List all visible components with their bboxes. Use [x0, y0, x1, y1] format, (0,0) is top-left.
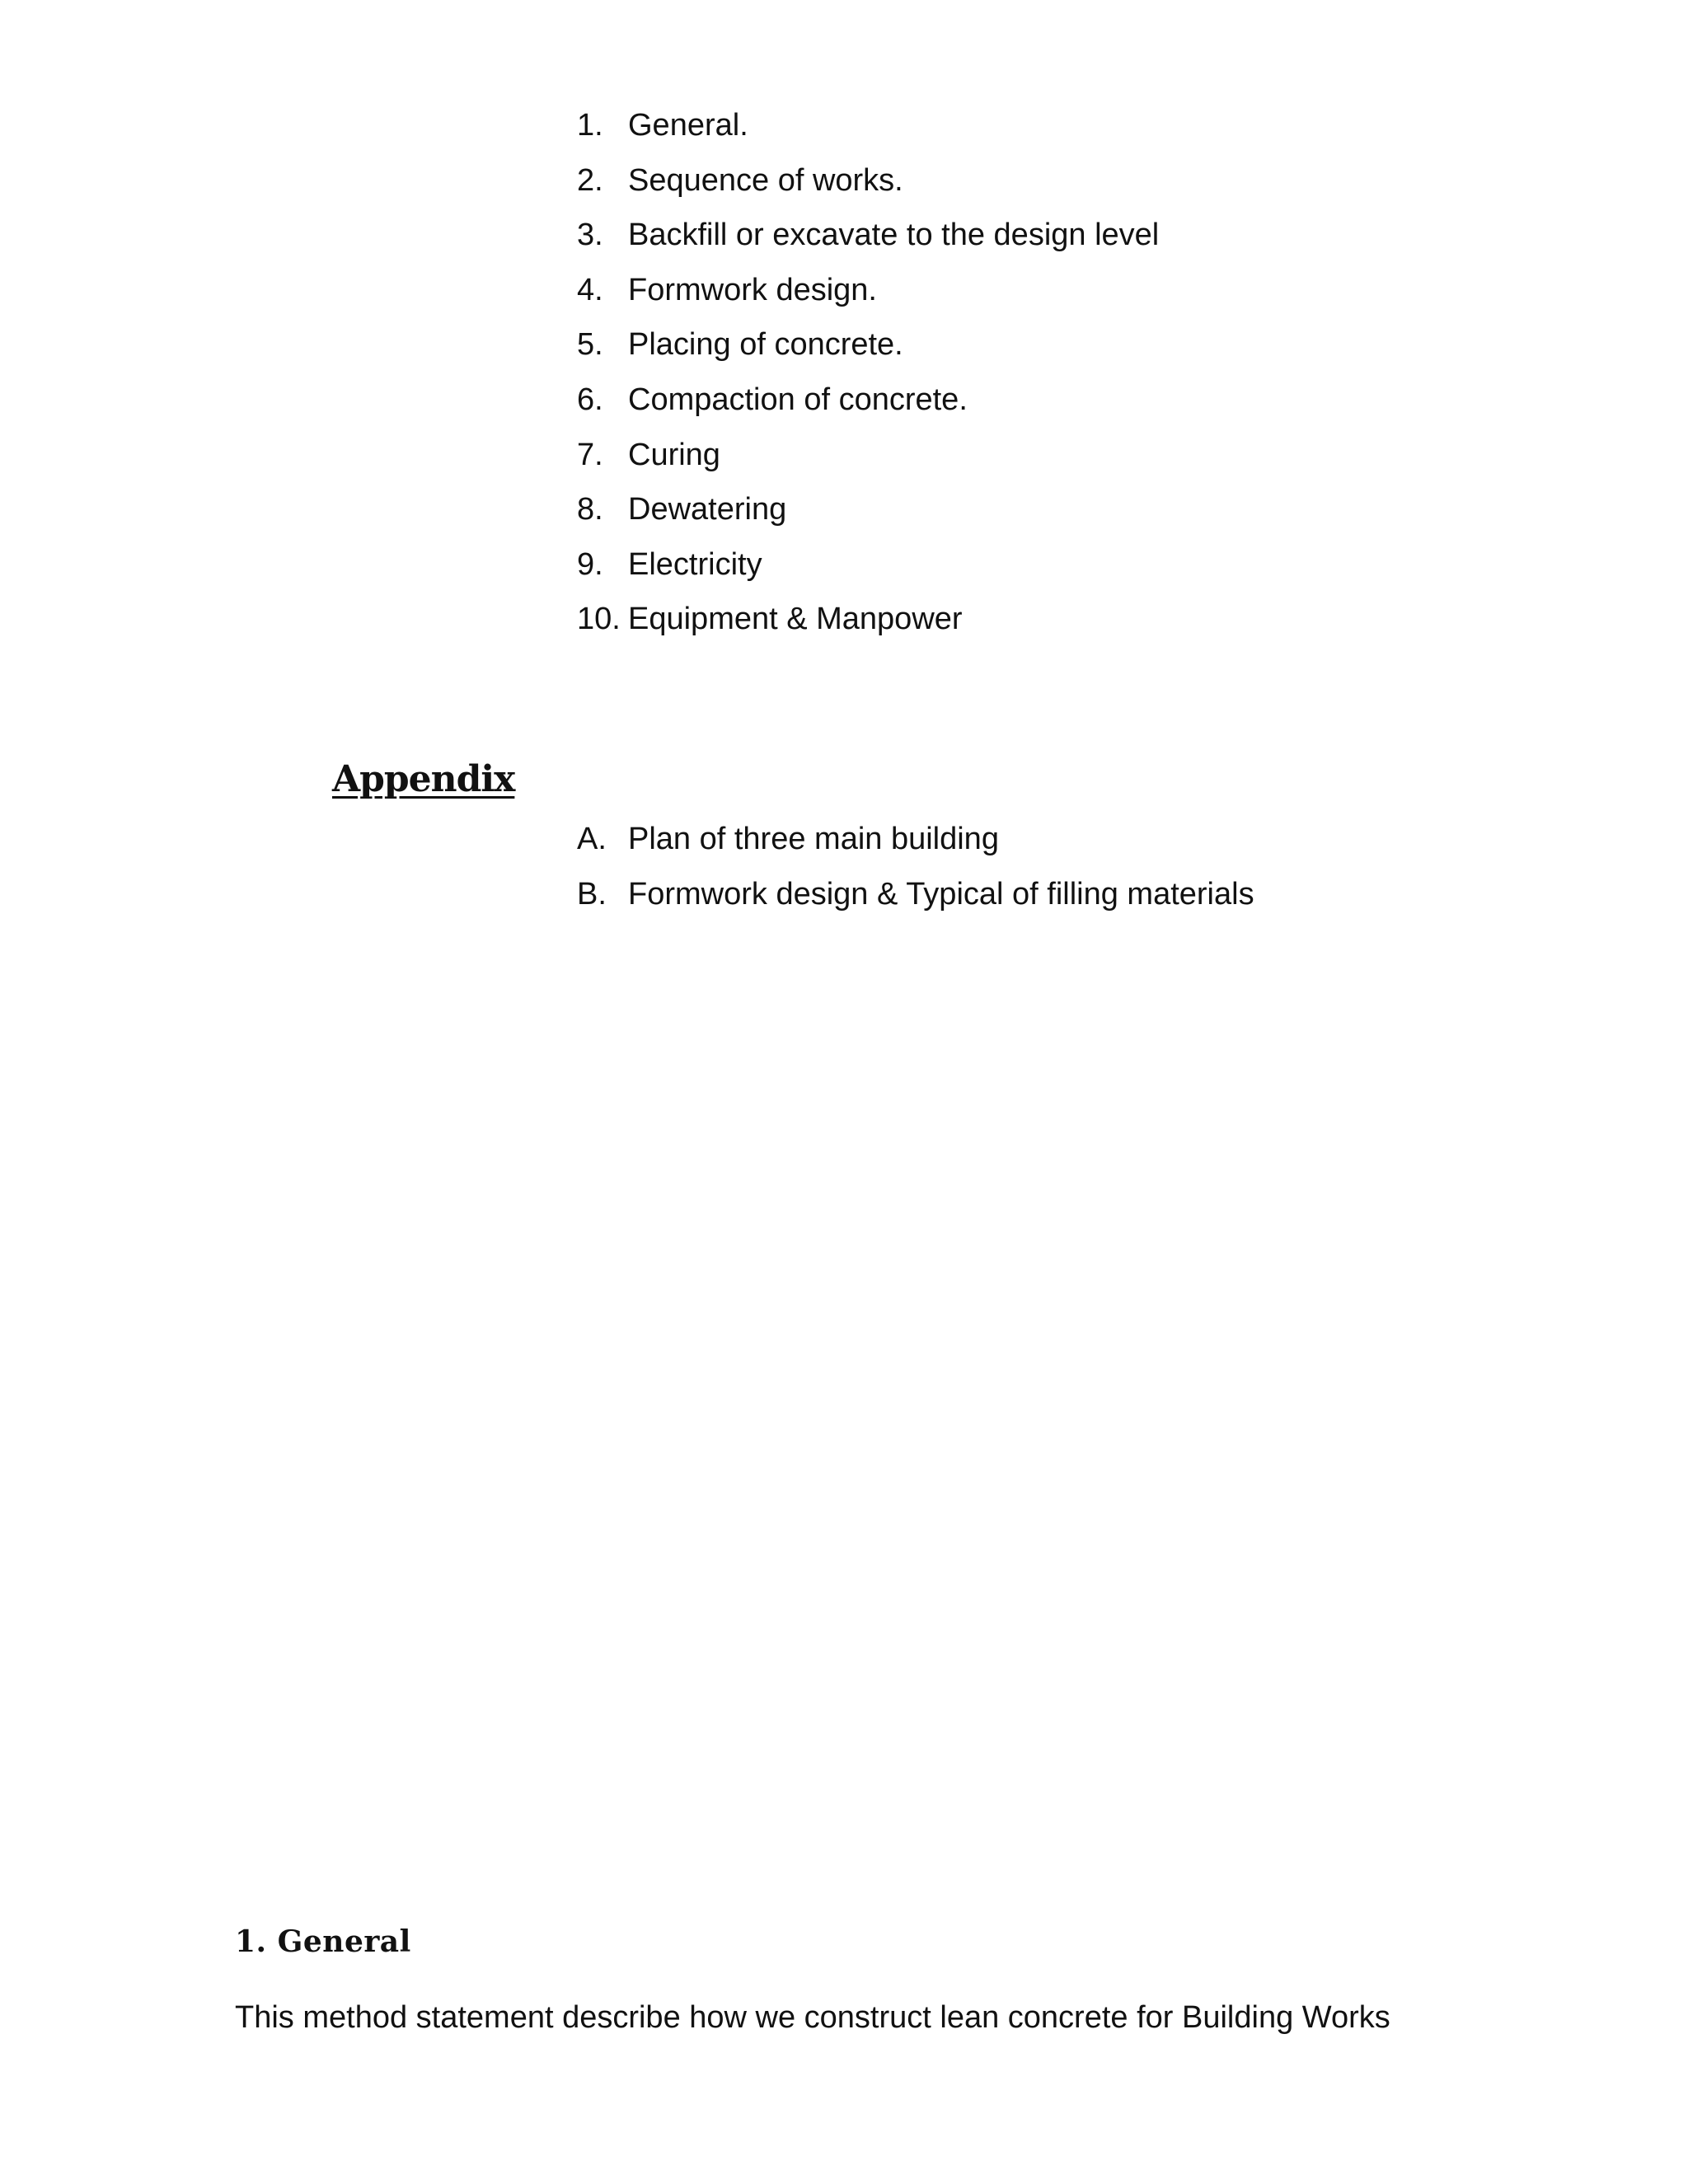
item-number: 5.: [577, 327, 603, 363]
contents-item-9: [577, 541, 1159, 597]
item-number: 9.: [577, 546, 603, 582]
item-number: 1.: [577, 108, 603, 143]
appendix-heading: Appendix: [332, 758, 515, 800]
item-text: Compaction of concrete.: [628, 382, 968, 417]
contents-item-8: [577, 486, 1159, 541]
item-text: Placing of concrete.: [628, 327, 903, 363]
contents-item-2: [577, 157, 1159, 213]
item-number: A.: [577, 822, 607, 856]
item-number: 10.: [577, 602, 621, 637]
contents-item-1: [577, 102, 1159, 157]
item-text: Backfill or excavate to the design level: [628, 218, 1160, 253]
contents-list: [577, 102, 1159, 651]
item-text: Plan of three main building: [628, 822, 999, 856]
appendix-item-a: [577, 816, 1254, 871]
item-number: 7.: [577, 437, 603, 472]
item-number: 4.: [577, 272, 603, 307]
section-heading-general: 1. General: [235, 1924, 411, 1959]
item-number: 3.: [577, 218, 603, 253]
item-text: Curing: [628, 437, 720, 472]
item-text: Dewatering: [628, 492, 787, 527]
item-text: Formwork design & Typical of filling materials: [628, 876, 1254, 912]
contents-item-4: [577, 267, 1159, 322]
item-text: General.: [628, 108, 748, 143]
item-text: Equipment & Manpower: [628, 602, 963, 637]
contents-item-10: [577, 596, 1159, 651]
appendix-item-b: [577, 871, 1254, 926]
appendix-list: [577, 816, 1254, 926]
contents-item-6: [577, 377, 1159, 432]
item-text: Electricity: [628, 546, 762, 582]
section-body-general: This method statement describe how we construct lean concrete for Building Works: [235, 2000, 1390, 2035]
item-text: Sequence of works.: [628, 162, 903, 198]
contents-item-5: [577, 321, 1159, 377]
item-number: 6.: [577, 382, 603, 417]
item-number: B.: [577, 876, 607, 912]
item-number: 8.: [577, 492, 603, 527]
contents-item-7: [577, 432, 1159, 487]
contents-item-3: [577, 212, 1159, 267]
item-text: Formwork design.: [628, 272, 877, 307]
item-number: 2.: [577, 162, 603, 198]
